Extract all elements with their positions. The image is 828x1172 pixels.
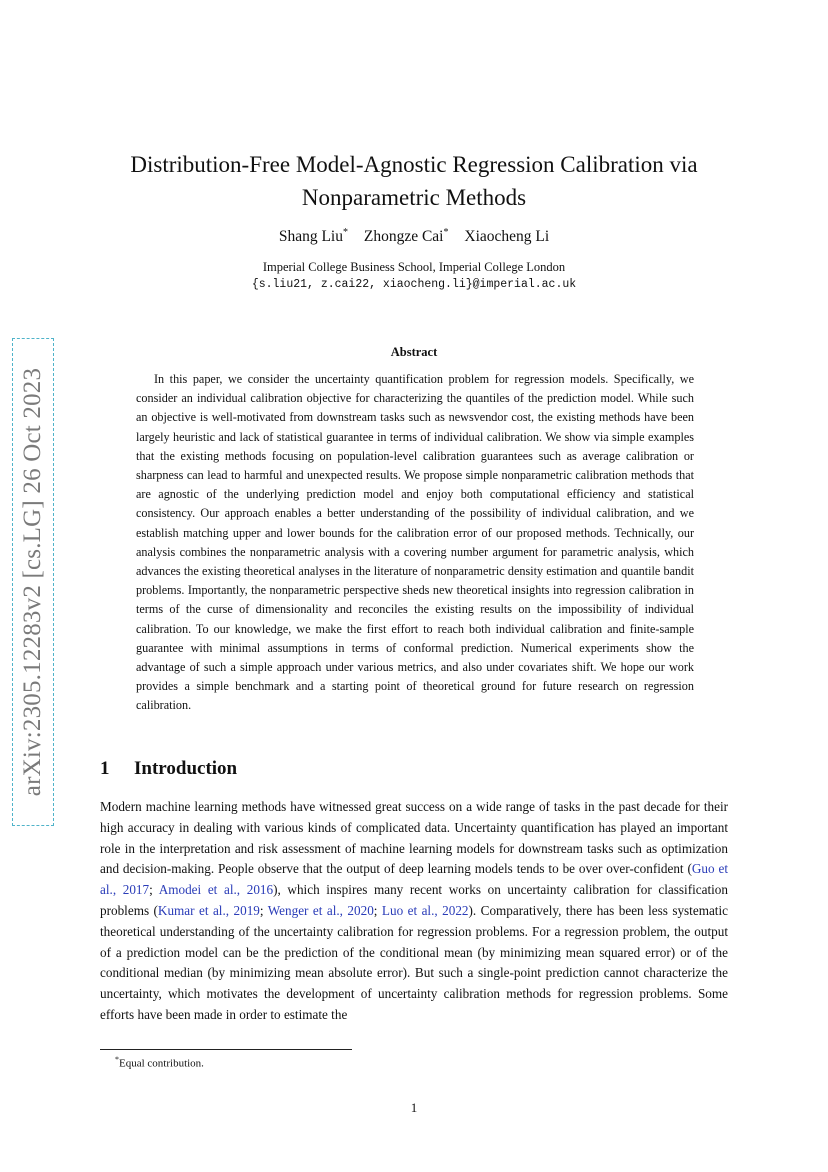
footnote-divider [100,1049,352,1050]
author-name: Xiaocheng Li [464,228,550,246]
citation-separator: ; [259,902,268,918]
abstract-heading: Abstract [390,345,438,359]
section-heading-introduction [100,758,237,780]
author-list [100,227,728,246]
paper-title-line-1: Distribution-Free Model-Agnostic Regression Calibration via [130,152,698,177]
arxiv-identifier-text: arXiv:2305.12283v2 [cs.LG] 26 Oct 2023 [19,367,46,797]
intro-text: ). Comparatively, there has been less systematic theoretical understanding of the uncertainty calibration for regression problems. For a regression problem, the output of a prediction model can be the prediction of the conditional mean (by minimizing mean squared error) or of the conditional median (by minimizing mean absolute error). But such a single-point prediction cannot characterize the uncertainty, which motivates the development of uncertainty calibration methods for regression problems. Some efforts have been made in order to estimate the [100,902,728,1022]
footnote-mark: * [115,1055,119,1064]
intro-text: ), which inspires many recent works on uncertainty calibration for classification problems ( [100,882,728,918]
intro-text: Modern machine learning methods have witnessed great success on a wide range of tasks in the past decade for their high accuracy in dealing with various kinds of complicated data. Uncertainty quantification has played an important role in the interpretation and risk assessment of machine learning models for downstream tasks such as optimization and decision-making. People observe that the output of deep learning models tends to be over over-confident ( [100,799,728,877]
citation-link[interactable]: Guo et al., 2017 [100,861,728,898]
arxiv-identifier-stamp[interactable] [12,338,54,826]
citation-link[interactable]: Amodei et al., 2016 [158,882,274,898]
citation-separator: ; [373,902,382,918]
section-number: 1 [100,758,110,779]
author-name: Shang Liu [278,228,343,246]
footnote [115,1055,204,1070]
author-mark: * [342,227,348,238]
author [279,228,348,245]
author [364,228,449,245]
paper-title-line-2: Nonparametric Methods [301,185,527,210]
citation-separator: ; [149,882,159,898]
introduction-paragraph [100,797,728,1026]
author [464,228,549,245]
citation-link[interactable]: Luo et al., 2022 [381,902,469,918]
section-title: Introduction [134,758,238,779]
paper-title [100,148,728,214]
author-name: Zhongze Cai [363,228,444,246]
author-mark: * [443,227,449,238]
affiliation: Imperial College Business School, Imperial College London [262,260,566,274]
abstract-body: In this paper, we consider the uncertainty quantification problem for regression models. Specifically, we consider an individual calibration objective for characterizing the quantiles of the prediction model. While such an objective is well-motivated from downstream tasks such as newsvendor cost, the existing methods have been largely heuristic and lack of statistical guarantee in terms of individual calibration. We show via simple examples that the existing methods focusing on population-level calibration guarantees such as average calibration or sharpness can lead to harmful and unexpected results. We propose simple nonparametric calibration methods that are agnostic of the underlying prediction model and enjoy both computational efficiency and statistical consistency. Our approach enables a better understanding of the possibility of individual calibration, and we establish matching upper and lower bounds for the calibration error of our proposed methods. Technically, our analysis combines the nonparametric analysis with a covering number argument for parametric analysis, which advances the existing theoretical analyses in the literature of nonparametric density estimation and quantile bandit problems. Importantly, the nonparametric perspective sheds new theoretical insights into regression calibration in terms of the curse of dimensionality and reconciles the existing results on the impossibility of individual calibration. To our knowledge, we make the first effort to reach both individual calibration and finite-sample guarantee with minimal assumptions in terms of conformal prediction. Numerical experiments show the advantage of such a simple approach under various metrics, and also under covariates shift. We hope our work provides a simple benchmark and a starting point of theoretical ground for future research on regression calibration. [136,372,694,713]
author-emails[interactable]: {s.liu21, z.cai22, xiaocheng.li}@imperial.ac.uk [251,278,577,291]
citation-link[interactable]: Kumar et al., 2019 [157,902,260,918]
citation-link[interactable]: Wenger et al., 2020 [267,902,374,918]
page-number: 1 [410,1100,418,1115]
footnote-text: Equal contribution. [119,1057,204,1070]
